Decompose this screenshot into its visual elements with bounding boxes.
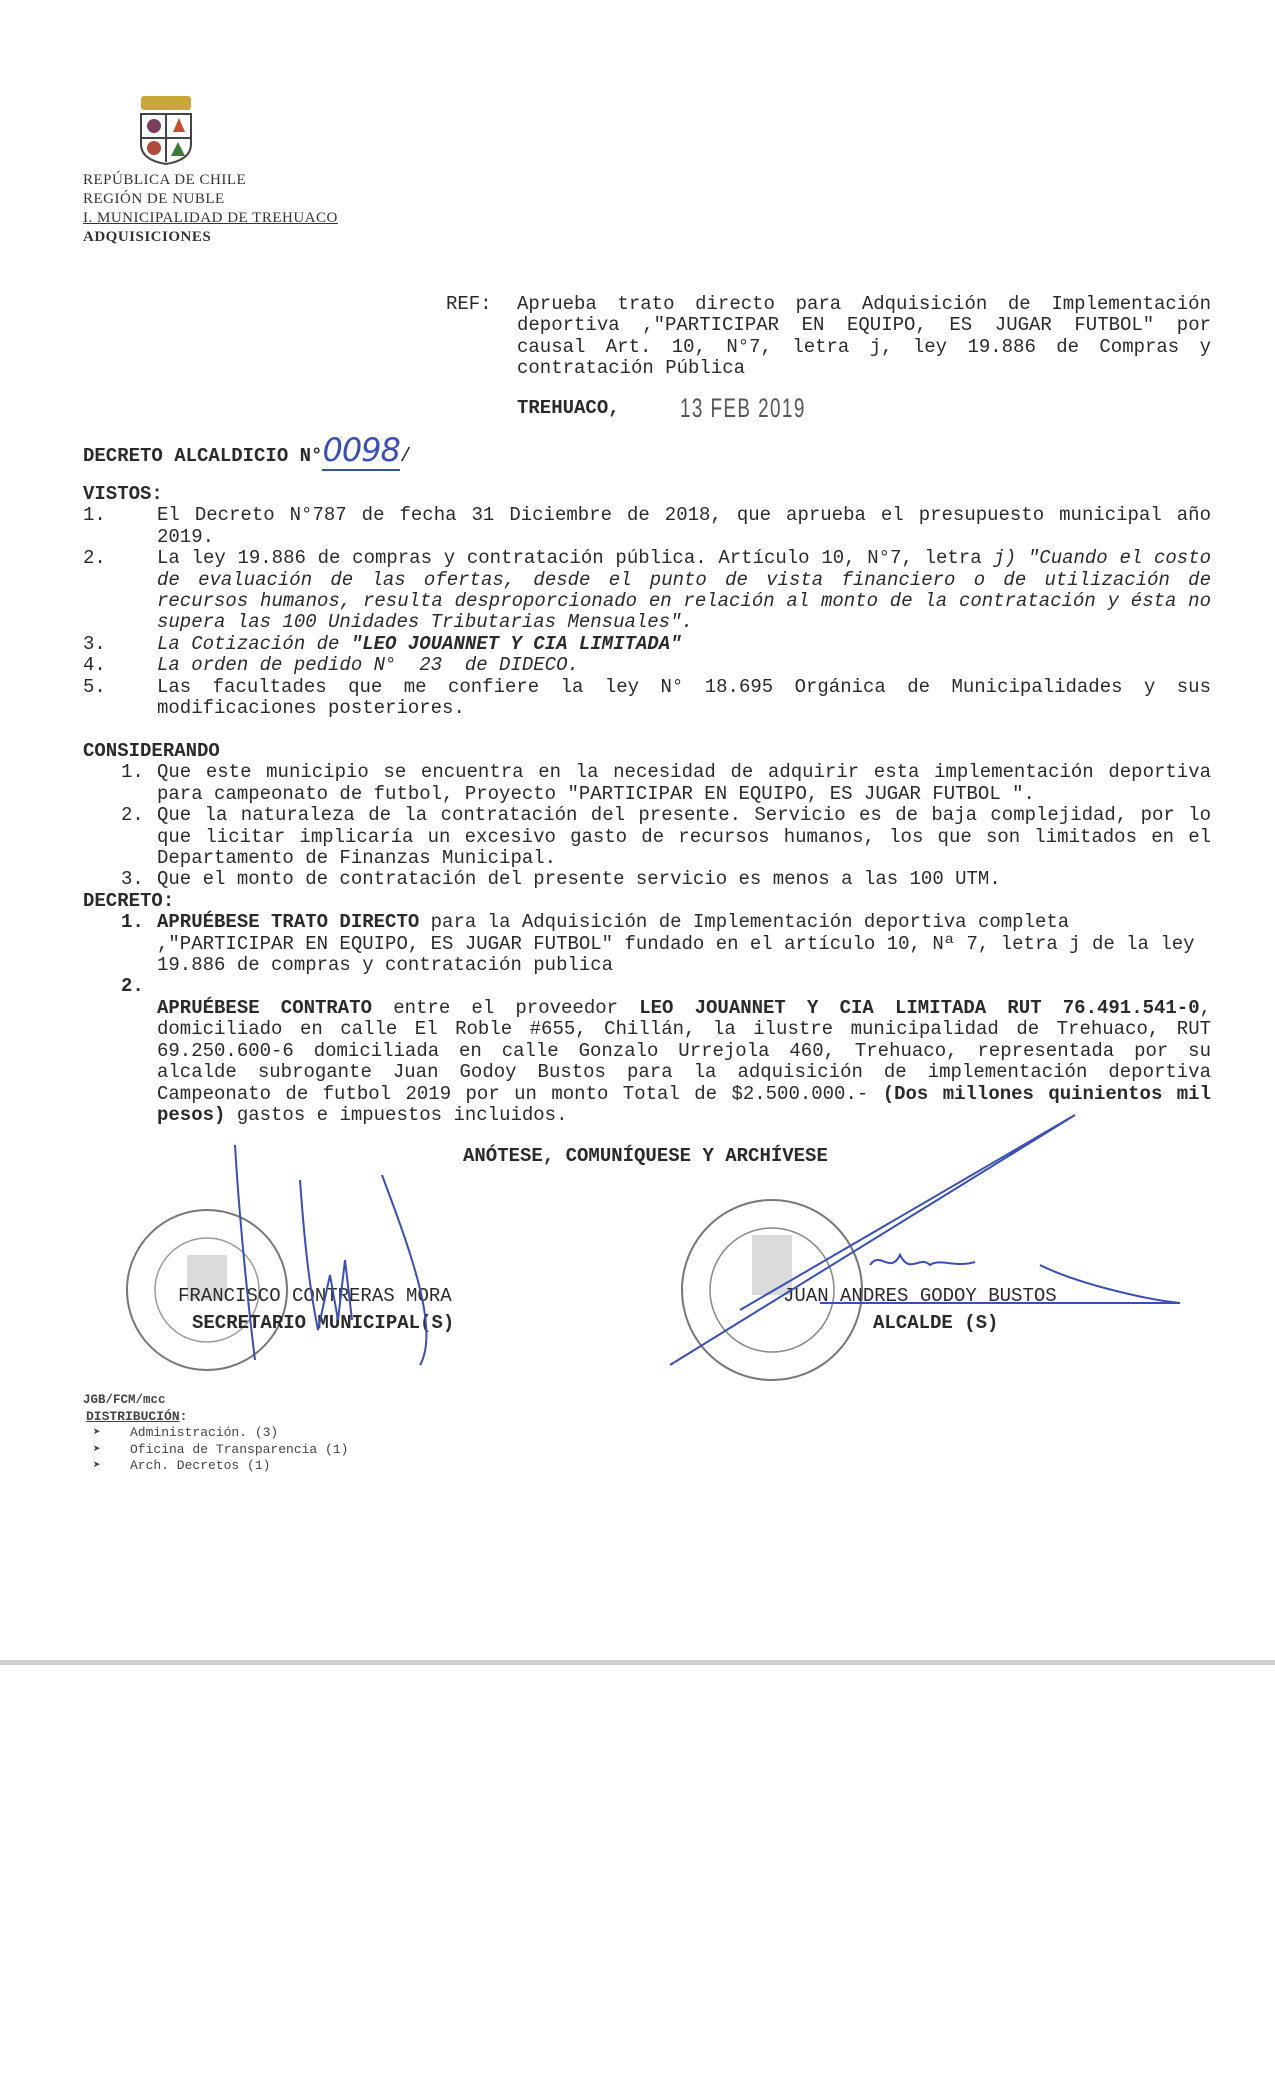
supplier-rut: LEO JOUANNET Y CIA LIMITADA RUT 76.491.541-0 <box>639 996 1200 1019</box>
mayor-title: ALCALDE (S) <box>873 1312 999 1334</box>
scan-page-edge <box>0 1660 1275 1665</box>
supplier-name: "LEO JOUANNET Y CIA LIMITADA" <box>350 632 682 655</box>
letterhead-department: ADQUISICIONES <box>83 229 212 245</box>
reference-label: REF: <box>446 293 492 315</box>
item-quote: j) "Cuando el costo de evaluación de las ofertas, desde el punto de vista financiero o de utilización de recursos humanos, resulta desproporcionado en relación al monto de la contratación y ésta no supera las 100 Unidades Tributarias Mensuales". <box>157 547 1211 634</box>
initials: JGB/FCM/mcc <box>83 1393 166 1407</box>
distribution-title-text: DISTRIBUCIÓN <box>86 1408 180 1424</box>
arrow-bullet-icon: ➤ <box>93 1441 101 1457</box>
arrow-bullet-icon: ➤ <box>93 1425 101 1440</box>
distribution-item <box>83 1425 348 1442</box>
item-text: , domiciliado en calle El Roble #655, Chillán, la ilustre municipalidad de Trehuaco, RUT 69.250.600-6 domiciliada en calle Gonzalo Urrejola 460, Trehuaco, representada por su alcalde subrogante Juan Godoy Bustos para la adquisición de implementación deportiva Campeonato de futbol 2019 por un monto Total de $2.500.000.- <box>157 996 1212 1105</box>
distribution-title: DISTRIBUCIÓN: <box>86 1408 188 1424</box>
item-text: El Decreto N°787 de fecha 31 Diciembre de 2018, que aprueba el presupuesto municipal año 2019. <box>157 504 1211 548</box>
distribution-item-text: Oficina de Transparencia (1) <box>130 1441 349 1457</box>
letterhead-country: REPÚBLICA DE CHILE <box>83 172 247 188</box>
letterhead-region: REGIÓN DE NUBLE <box>83 191 225 207</box>
item-text: Que la naturaleza de la contratación del presente. Servicio es de baja complejidad, por lo que licitar implicaría un excesivo gasto de recursos humanos, los que son limitados en el Departamento de Finanzas Municipal. <box>157 804 1211 870</box>
item-number: 1. <box>83 504 106 527</box>
reference-text: Aprueba trato directo para Adquisición de Implementación deportiva ,"PARTICIPAR EN EQUIPO, ES JUGAR FUTBOL" por causal Art. 10, N°7, letra j, ley 19.886 de Compras y contratación Pública <box>517 293 1211 380</box>
decree-suffix: / <box>399 445 412 467</box>
secretary-signature <box>235 1145 426 1365</box>
distribution-list <box>83 1425 348 1475</box>
item-number: 4. <box>83 654 106 677</box>
item-text: Las facultades que me confiere la ley N° 18.695 Orgánica de Municipalidades y sus modificaciones posteriores. <box>157 675 1211 720</box>
secretary-title: SECRETARIO MUNICIPAL(S) <box>192 1312 455 1334</box>
decree-number-handwritten: 0098 <box>322 431 400 469</box>
item-text: La Cotización de <box>157 632 351 655</box>
item-bold: APRUÉBESE CONTRATO <box>157 996 373 1019</box>
item-text: entre el proveedor <box>372 996 640 1019</box>
item-text: Que el monto de contratación del presente servicio es menos a las 100 UTM. <box>157 868 1001 891</box>
item-number: 2. <box>121 804 144 827</box>
item-number: 2. <box>121 975 144 998</box>
item-bold: APRUÉBESE TRATO DIRECTO <box>157 911 420 934</box>
distribution-block <box>83 1392 348 1475</box>
mayor-signature <box>670 1115 1180 1365</box>
item-number: 5. <box>83 675 106 698</box>
secretary-name: FRANCISCO CONTRERAS MORA <box>178 1285 452 1307</box>
item-number: 2. <box>83 547 106 570</box>
arrow-bullet-icon: ➤ <box>93 1458 101 1473</box>
item-text: gastos e impuestos incluidos. <box>225 1103 568 1126</box>
mayor-name: JUAN ANDRES GODOY BUSTOS <box>783 1285 1057 1307</box>
item-text: para la Adquisición de Implementación deportiva completa ,"PARTICIPAR EN EQUIPO, ES JUGAR FUTBOL" fundado en el artículo 10, Nª 7, letra j de la ley 19.886 de compras y contratación publica <box>157 911 1195 977</box>
item-text: La ley 19.886 de compras y contratación pública. Artículo 10, N°7, letra <box>157 547 994 570</box>
distribution-item-text: Arch. Decretos (1) <box>130 1458 271 1473</box>
distribution-item-text: Administración. (3) <box>130 1425 279 1440</box>
item-number: 1. <box>121 761 144 784</box>
item-text: La orden de pedido N° 23 de DIDECO. <box>157 654 579 677</box>
item-text: Que este municipio se encuentra en la necesidad de adquirir esta implementación deportiva para campeonato de futbol, Proyecto "PARTICIPAR EN EQUIPO, ES JUGAR FUTBOL ". <box>157 761 1211 805</box>
considerando-title: CONSIDERANDO <box>83 740 220 762</box>
amount-in-words: (Dos millones quinientos mil pesos) <box>157 1082 1211 1126</box>
vistos-title: VISTOS: <box>83 483 163 505</box>
place: TREHUACO, <box>517 397 620 419</box>
decreto-title: DECRETO: <box>83 889 175 912</box>
item-number: 1. <box>121 911 144 934</box>
distribution-item <box>83 1442 348 1459</box>
date-stamp: 13 FEB 2019 <box>680 393 806 423</box>
distribution-item <box>83 1458 348 1475</box>
item-number: 3. <box>83 632 106 655</box>
item-number: 3. <box>121 868 144 891</box>
letterhead-municipality: I. MUNICIPALIDAD DE TREHUACO <box>83 210 338 226</box>
decree-label: DECRETO ALCALDICIO N° <box>83 445 323 467</box>
closing-formula: ANÓTESE, COMUNÍQUESE Y ARCHÍVESE <box>463 1145 828 1167</box>
